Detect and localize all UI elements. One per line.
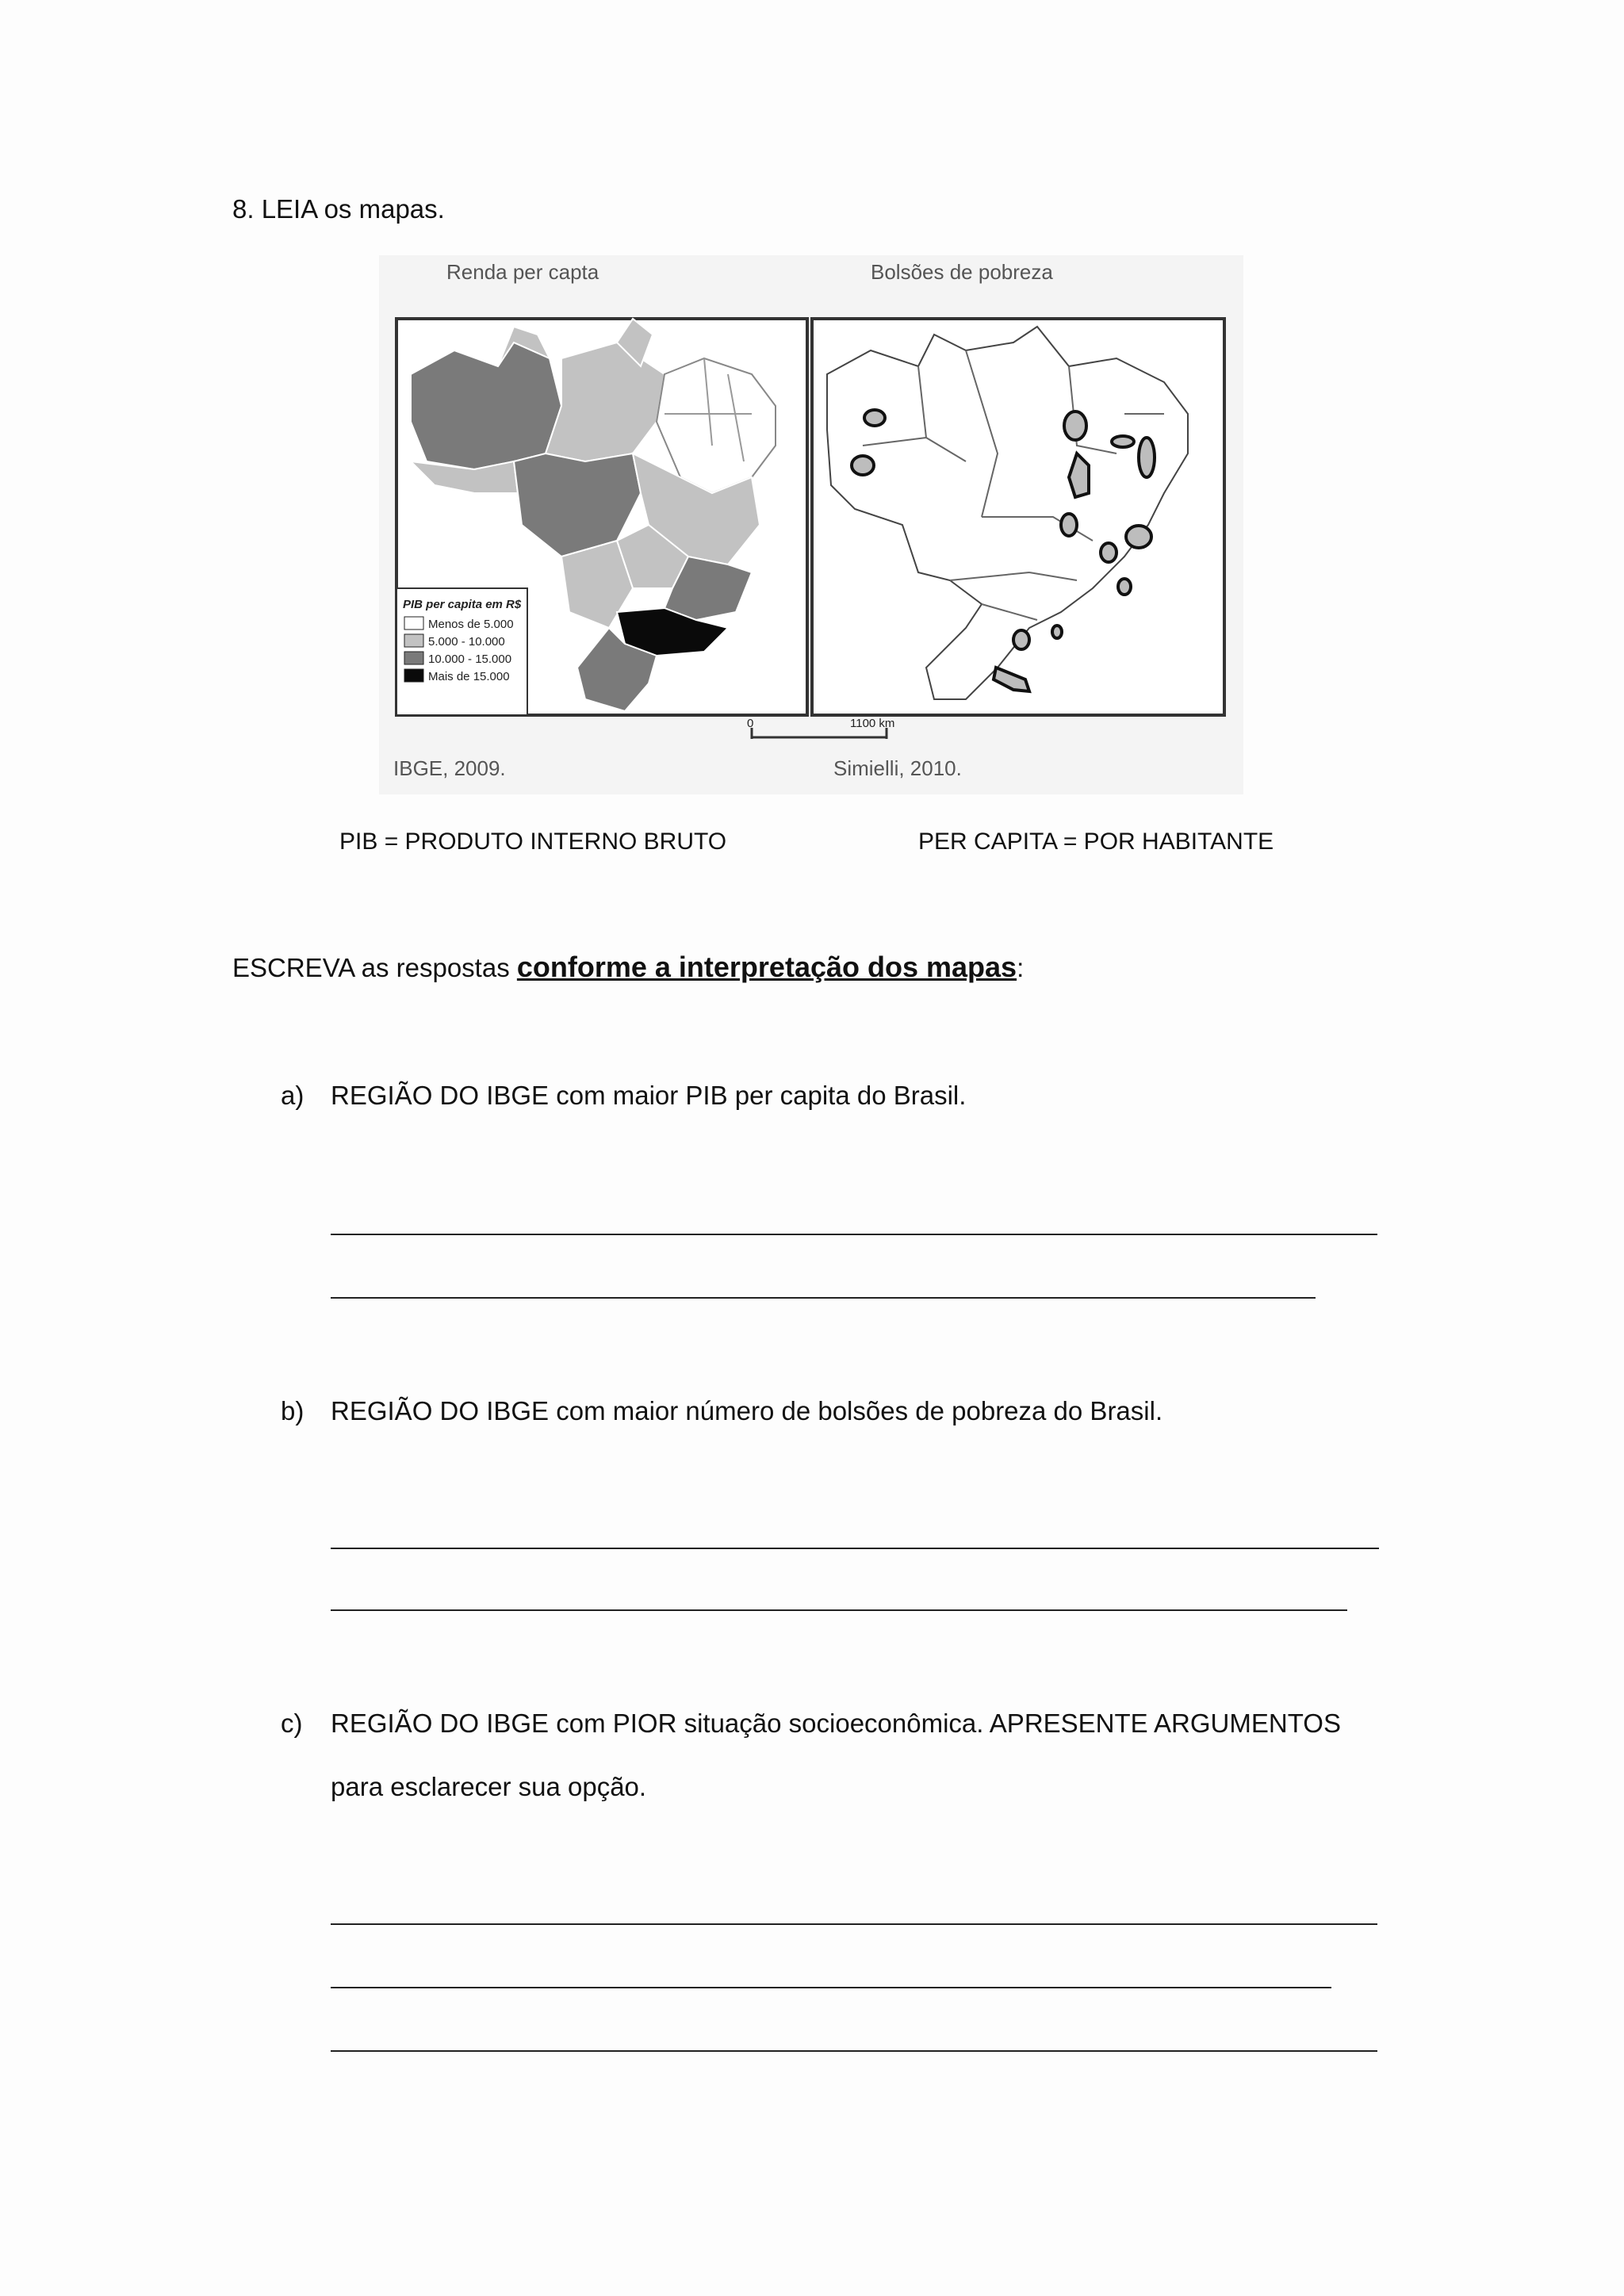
map-right-title: Bolsões de pobreza [871,260,1053,284]
item-a-text: REGIÃO DO IBGE com maior PIB per capita do Brasil. [331,1081,967,1110]
legend-label: 5.000 - 10.000 [428,635,505,649]
scale-distance: 1100 km [850,717,895,730]
legend-swatch [404,652,423,664]
legend-label: Menos de 5.000 [428,618,514,631]
item-b-letter: b) [281,1396,304,1425]
maps-svg [379,255,1243,794]
answer-line-c1[interactable] [331,1923,1377,1925]
answer-line-c2[interactable] [331,1987,1331,1988]
item-a-letter: a) [281,1081,304,1110]
note-per-capita: PER CAPITA = POR HABITANTE [918,828,1274,855]
instruction-prefix: ESCREVA as respostas [232,953,517,982]
map-left-title: Renda per capta [446,260,599,284]
legend-label: 10.000 - 15.000 [428,652,512,666]
item-c-text-2: para esclarecer sua opção. [331,1772,647,1801]
answer-line-b1[interactable] [331,1548,1379,1549]
question-heading: 8. LEIA os mapas. [232,194,445,224]
item-b-text: REGIÃO DO IBGE com maior número de bolsões de pobreza do Brasil. [331,1396,1163,1425]
item-c-text: REGIÃO DO IBGE com PIOR situação socioeconômica. APRESENTE ARGUMENTOS [331,1709,1341,1738]
answer-line-b2[interactable] [331,1609,1347,1611]
map-left-source: IBGE, 2009. [393,756,506,780]
item-c-letter: c) [281,1709,303,1738]
instruction-emphasis: conforme a interpretação dos mapas [516,951,1017,983]
answer-line-c3[interactable] [331,2050,1377,2052]
note-pib: PIB = PRODUTO INTERNO BRUTO [339,828,727,855]
map-right-source: Simielli, 2010. [833,756,962,780]
answer-line-a1[interactable] [331,1234,1377,1235]
legend-swatch [404,634,423,647]
instruction [232,951,1024,984]
scale-zero: 0 [747,717,754,730]
answer-line-a2[interactable] [331,1297,1316,1299]
instruction-suffix: : [1017,953,1025,982]
legend-title: PIB per capita em R$ [403,598,522,611]
maps-figure [379,255,1243,794]
legend-swatch [404,617,423,629]
legend-label: Mais de 15.000 [428,670,510,683]
legend-swatch [404,669,423,682]
